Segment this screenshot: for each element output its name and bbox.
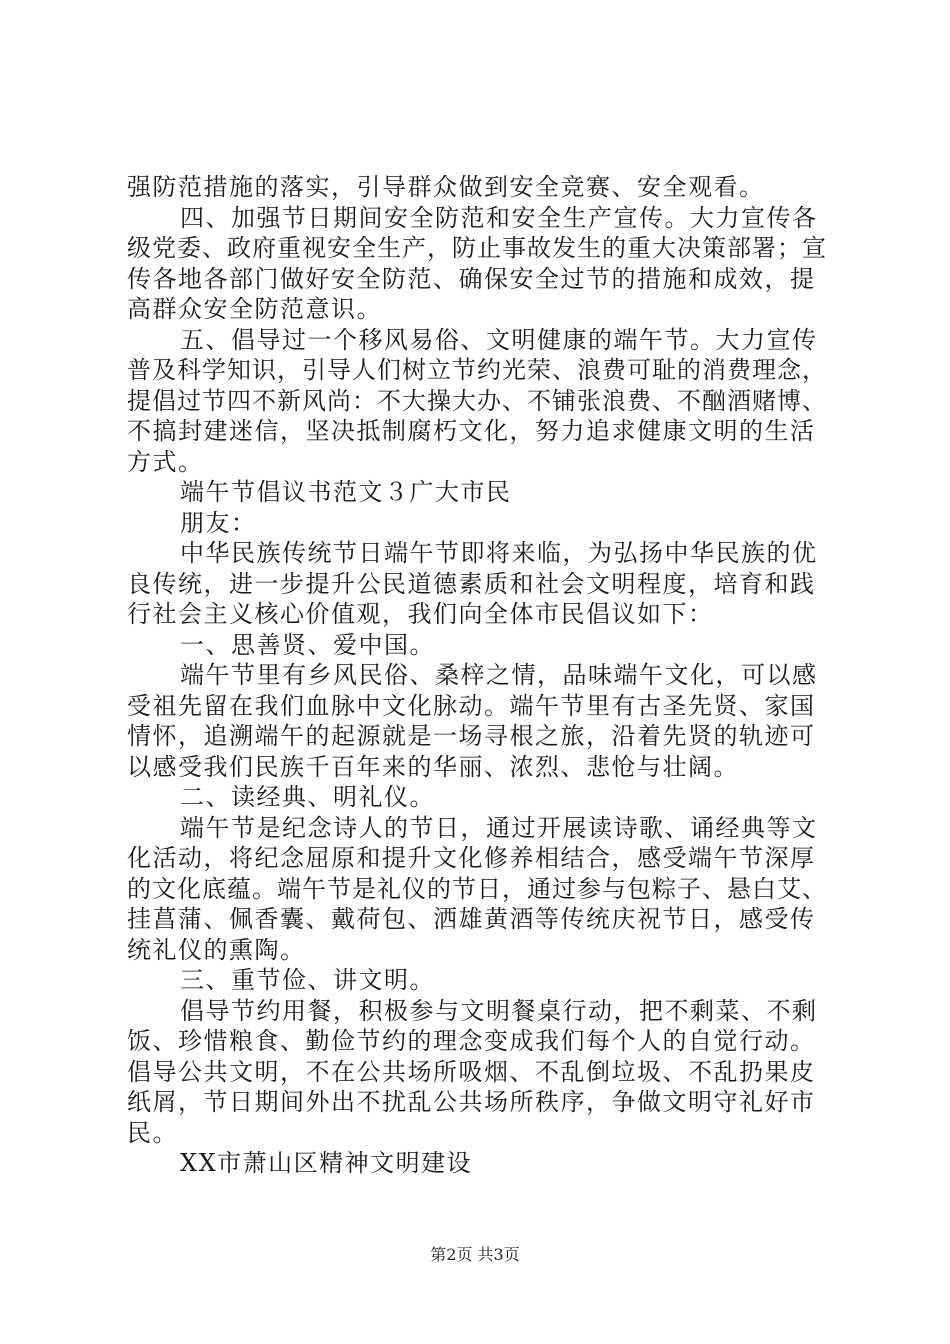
text-line: 受祖先留在我们血脉中文化脉动。端午节里有古圣先贤、家国 bbox=[127, 691, 816, 720]
item-heading: 三、重节俭、讲文明。 bbox=[180, 966, 435, 994]
text-line: 行社会主义核心价值观，我们向全体市民倡议如下： bbox=[127, 600, 714, 628]
text-line: 高群众安全防范意识。 bbox=[127, 295, 382, 323]
item-heading: 二、读经典、明礼仪。 bbox=[180, 783, 435, 811]
text-line: 良传统，进一步提升公民道德素质和社会文明程度，培育和践 bbox=[127, 569, 816, 598]
text-line: 倡导公共文明，不在公共场所吸烟、不乱倒垃圾、不乱扔果皮 bbox=[127, 1057, 816, 1086]
salutation: 朋友： bbox=[180, 508, 257, 537]
text-line: 传各地各部门做好安全防范、确保安全过节的措施和成效，提 bbox=[127, 264, 816, 293]
page-footer: 第2页 共3页 bbox=[430, 1245, 520, 1264]
text-line: 不搞封建迷信，坚决抵制腐朽文化，努力追求健康文明的生活 bbox=[127, 417, 816, 445]
text-line: 端午节是纪念诗人的节日，通过开展读诗歌、诵经典等文 bbox=[180, 813, 818, 842]
item-heading: 一、思善贤、爱中国。 bbox=[180, 630, 435, 659]
text-line: 化活动，将纪念屈原和提升文化修养相结合，感受端午节深厚 bbox=[127, 844, 816, 872]
text-line: 中华民族传统节日端午节即将来临，为弘扬中华民族的优 bbox=[180, 539, 818, 567]
text-line: 四、加强节日期间安全防范和安全生产宣传。大力宣传各 bbox=[180, 203, 818, 232]
text-line: 挂菖蒲、佩香囊、戴荷包、洒雄黄酒等传统庆祝节日，感受传 bbox=[127, 905, 816, 933]
text-line: 强防范措施的落实，引导群众做到安全竞赛、安全观看。 bbox=[127, 173, 765, 201]
text-line: 方式。 bbox=[127, 447, 204, 476]
text-line: 普及科学知识，引导人们树立节约光荣、浪费可耻的消费理念， bbox=[127, 356, 827, 384]
text-line: 情怀，追溯端午的起源就是一场寻根之旅，沿着先贤的轨迹可 bbox=[127, 722, 816, 750]
text-line: 端午节里有乡风民俗、桑梓之情，品味端午文化，可以感 bbox=[180, 661, 818, 689]
text-line: 提倡过节四不新风尚：不大操大办、不铺张浪费、不酗酒赌博、 bbox=[127, 386, 827, 415]
text-line: 的文化底蕴。端午节是礼仪的节日，通过参与包粽子、悬白艾、 bbox=[127, 874, 827, 903]
text-line: 级党委、政府重视安全生产，防止事故发生的重大决策部署；宣 bbox=[127, 234, 827, 262]
text-line: 五、倡导过一个移风易俗、文明健康的端午节。大力宣传 bbox=[180, 325, 818, 354]
text-line: 民。 bbox=[127, 1118, 178, 1147]
signature-line: XX市萧山区精神文明建设 bbox=[180, 1149, 473, 1177]
section-heading: 端午节倡议书范文３广大市民 bbox=[180, 478, 512, 506]
text-line: 以感受我们民族千百年来的华丽、浓烈、悲怆与壮阔。 bbox=[127, 752, 739, 781]
text-line: 纸屑，节日期间外出不扰乱公共场所秩序，争做文明守礼好市 bbox=[127, 1088, 816, 1116]
text-line: 倡导节约用餐，积极参与文明餐桌行动，把不剩菜、不剩 bbox=[180, 996, 818, 1025]
text-line: 统礼仪的熏陶。 bbox=[127, 935, 306, 964]
text-line: 饭、珍惜粮食、勤俭节约的理念变成我们每个人的自觉行动。 bbox=[127, 1027, 816, 1055]
